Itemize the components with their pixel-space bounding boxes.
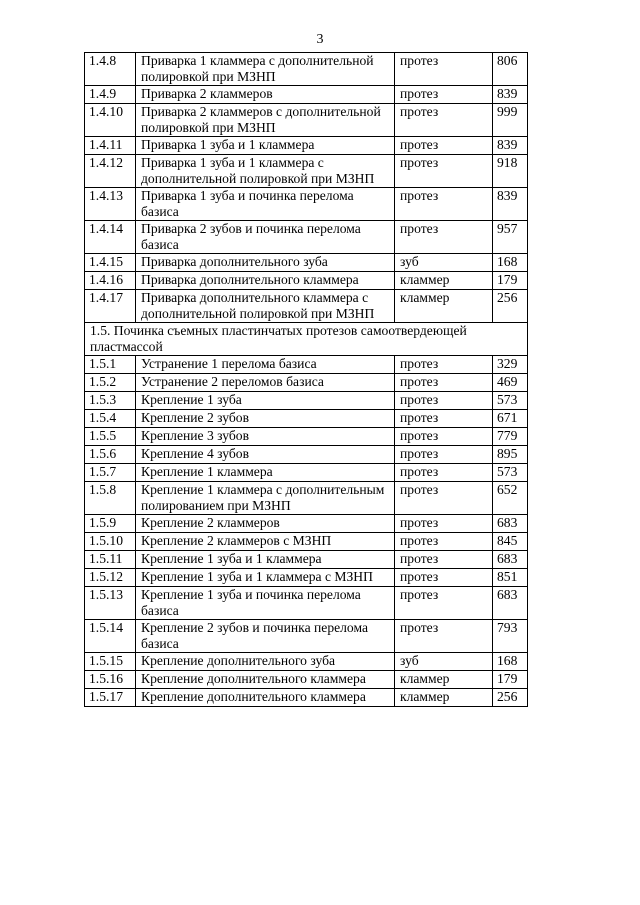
table-row — [85, 374, 528, 392]
cell-unit: протез — [395, 551, 493, 569]
cell-price: 851 — [493, 569, 528, 587]
table-row — [85, 410, 528, 428]
cell-price: 839 — [493, 137, 528, 155]
cell-unit: протез — [395, 515, 493, 533]
cell-code: 1.4.16 — [85, 272, 136, 290]
cell-name: Крепление 1 зуба и 1 кламмера — [136, 551, 395, 569]
cell-price: 839 — [493, 86, 528, 104]
cell-unit: протез — [395, 464, 493, 482]
cell-code: 1.4.12 — [85, 155, 136, 188]
price-table — [84, 52, 528, 707]
cell-unit: протез — [395, 587, 493, 620]
cell-price: 895 — [493, 446, 528, 464]
cell-unit: зуб — [395, 254, 493, 272]
cell-code: 1.5.11 — [85, 551, 136, 569]
cell-code: 1.5.14 — [85, 620, 136, 653]
cell-code: 1.5.9 — [85, 515, 136, 533]
cell-code: 1.5.10 — [85, 533, 136, 551]
cell-name: Крепление 1 зуба и починка перелома базиса — [136, 587, 395, 620]
cell-unit: протез — [395, 356, 493, 374]
table-row — [85, 221, 528, 254]
cell-unit: зуб — [395, 653, 493, 671]
table-row — [85, 551, 528, 569]
cell-price: 256 — [493, 290, 528, 323]
table-row — [85, 515, 528, 533]
cell-unit: кламмер — [395, 671, 493, 689]
cell-name: Приварка 1 зуба и 1 кламмера с дополнительной полировкой при МЗНП — [136, 155, 395, 188]
cell-name: Приварка дополнительного зуба — [136, 254, 395, 272]
table-row — [85, 620, 528, 653]
cell-unit: протез — [395, 104, 493, 137]
price-table-top-rows — [85, 53, 528, 323]
cell-code: 1.5.3 — [85, 392, 136, 410]
cell-unit: кламмер — [395, 272, 493, 290]
cell-price: 806 — [493, 53, 528, 86]
table-row — [85, 533, 528, 551]
section-title: 1.5. Починка съемных пластинчатых протезов самоотвердеющей пластмассой — [85, 323, 528, 356]
cell-unit: протез — [395, 221, 493, 254]
cell-price: 179 — [493, 671, 528, 689]
cell-code: 1.4.15 — [85, 254, 136, 272]
cell-price: 168 — [493, 653, 528, 671]
table-row — [85, 587, 528, 620]
cell-code: 1.4.17 — [85, 290, 136, 323]
table-row — [85, 155, 528, 188]
cell-unit: протез — [395, 569, 493, 587]
cell-code: 1.5.17 — [85, 689, 136, 707]
cell-unit: протез — [395, 392, 493, 410]
cell-unit: протез — [395, 137, 493, 155]
section-header — [85, 323, 528, 356]
cell-price: 918 — [493, 155, 528, 188]
cell-code: 1.5.16 — [85, 671, 136, 689]
table-row — [85, 569, 528, 587]
cell-unit: протез — [395, 620, 493, 653]
cell-price: 999 — [493, 104, 528, 137]
cell-price: 845 — [493, 533, 528, 551]
cell-code: 1.5.2 — [85, 374, 136, 392]
cell-unit: кламмер — [395, 689, 493, 707]
cell-price: 779 — [493, 428, 528, 446]
cell-unit: протез — [395, 374, 493, 392]
cell-unit: протез — [395, 155, 493, 188]
cell-name: Крепление дополнительного зуба — [136, 653, 395, 671]
cell-unit: протез — [395, 533, 493, 551]
cell-name: Крепление 2 кламмеров с МЗНП — [136, 533, 395, 551]
table-row — [85, 272, 528, 290]
table-row — [85, 482, 528, 515]
cell-code: 1.5.6 — [85, 446, 136, 464]
cell-name: Приварка 2 кламмеров с дополнительной полировкой при МЗНП — [136, 104, 395, 137]
cell-code: 1.5.1 — [85, 356, 136, 374]
cell-unit: протез — [395, 86, 493, 104]
table-row — [85, 428, 528, 446]
cell-unit: протез — [395, 446, 493, 464]
cell-name: Крепление 2 кламмеров — [136, 515, 395, 533]
cell-name: Приварка дополнительного кламмера — [136, 272, 395, 290]
table-row — [85, 53, 528, 86]
cell-code: 1.4.10 — [85, 104, 136, 137]
price-table-bottom-rows — [85, 356, 528, 707]
cell-name: Крепление 1 зуба — [136, 392, 395, 410]
cell-unit: протез — [395, 428, 493, 446]
cell-code: 1.4.11 — [85, 137, 136, 155]
cell-price: 683 — [493, 551, 528, 569]
cell-code: 1.5.5 — [85, 428, 136, 446]
cell-name: Крепление 1 кламмера — [136, 464, 395, 482]
table-row — [85, 254, 528, 272]
cell-name: Приварка дополнительного кламмера с дополнительной полировкой при МЗНП — [136, 290, 395, 323]
cell-name: Крепление 3 зубов — [136, 428, 395, 446]
cell-unit: кламмер — [395, 290, 493, 323]
cell-price: 469 — [493, 374, 528, 392]
cell-unit: протез — [395, 188, 493, 221]
cell-code: 1.5.15 — [85, 653, 136, 671]
cell-price: 168 — [493, 254, 528, 272]
cell-price: 652 — [493, 482, 528, 515]
cell-name: Крепление 1 кламмера с дополнительным полированием при МЗНП — [136, 482, 395, 515]
cell-price: 256 — [493, 689, 528, 707]
table-row — [85, 464, 528, 482]
cell-name: Крепление 4 зубов — [136, 446, 395, 464]
page-number: 3 — [316, 32, 324, 47]
cell-price: 839 — [493, 188, 528, 221]
cell-price: 671 — [493, 410, 528, 428]
cell-code: 1.4.14 — [85, 221, 136, 254]
cell-name: Приварка 1 зуба и починка перелома базиса — [136, 188, 395, 221]
table-row — [85, 392, 528, 410]
cell-name: Приварка 1 кламмера с дополнительной полировкой при МЗНП — [136, 53, 395, 86]
cell-code: 1.5.13 — [85, 587, 136, 620]
cell-unit: протез — [395, 410, 493, 428]
cell-code: 1.4.8 — [85, 53, 136, 86]
table-row — [85, 356, 528, 374]
section-row — [85, 323, 528, 356]
cell-code: 1.5.12 — [85, 569, 136, 587]
table-row — [85, 446, 528, 464]
cell-code: 1.5.7 — [85, 464, 136, 482]
cell-name: Устранение 1 перелома базиса — [136, 356, 395, 374]
table-row — [85, 137, 528, 155]
cell-name: Приварка 1 зуба и 1 кламмера — [136, 137, 395, 155]
cell-price: 179 — [493, 272, 528, 290]
cell-name: Приварка 2 зубов и починка перелома базиса — [136, 221, 395, 254]
table-row — [85, 689, 528, 707]
cell-unit: протез — [395, 482, 493, 515]
cell-name: Крепление 2 зубов и починка перелома базиса — [136, 620, 395, 653]
cell-name: Приварка 2 кламмеров — [136, 86, 395, 104]
table-row — [85, 671, 528, 689]
table-row — [85, 290, 528, 323]
cell-name: Устранение 2 переломов базиса — [136, 374, 395, 392]
table-row — [85, 653, 528, 671]
cell-price: 573 — [493, 464, 528, 482]
table-row — [85, 86, 528, 104]
cell-unit: протез — [395, 53, 493, 86]
cell-price: 683 — [493, 587, 528, 620]
cell-price: 573 — [493, 392, 528, 410]
cell-code: 1.5.4 — [85, 410, 136, 428]
cell-code: 1.4.13 — [85, 188, 136, 221]
cell-name: Крепление 2 зубов — [136, 410, 395, 428]
cell-price: 329 — [493, 356, 528, 374]
cell-name: Крепление 1 зуба и 1 кламмера с МЗНП — [136, 569, 395, 587]
cell-price: 683 — [493, 515, 528, 533]
cell-price: 793 — [493, 620, 528, 653]
cell-price: 957 — [493, 221, 528, 254]
cell-code: 1.4.9 — [85, 86, 136, 104]
cell-code: 1.5.8 — [85, 482, 136, 515]
table-row — [85, 104, 528, 137]
table-row — [85, 188, 528, 221]
cell-name: Крепление дополнительного кламмера — [136, 689, 395, 707]
cell-name: Крепление дополнительного кламмера — [136, 671, 395, 689]
